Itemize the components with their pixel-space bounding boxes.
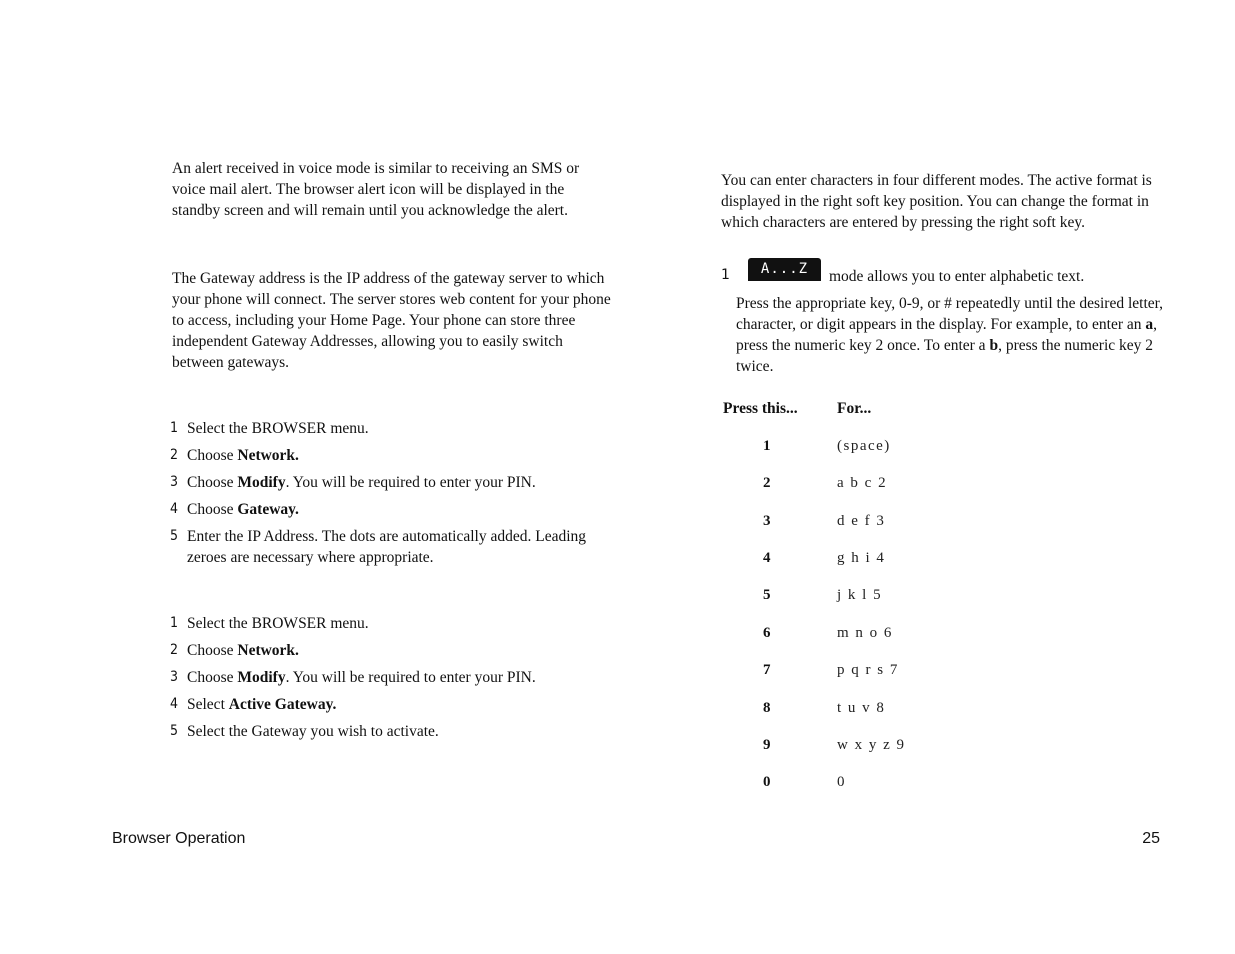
step-emphasis: Network. (237, 642, 299, 659)
step-item (170, 418, 610, 439)
alert-paragraph: An alert received in voice mode is similar to receiving an SMS or voice mail alert. The browser alert icon will be displayed in the standby screen and will remain until you acknowledge the alert. (172, 160, 580, 219)
key-label: 0 (763, 774, 771, 790)
alpha-mode-badge: A...Z (748, 258, 821, 280)
step-text: Select (187, 696, 229, 713)
key-label: 7 (763, 662, 771, 678)
key-characters: w x y z 9 (837, 737, 906, 753)
step-text-end: menu. (326, 615, 369, 632)
key-characters: j k l 5 (837, 587, 883, 603)
step-number: 3 (170, 474, 179, 490)
set-gateway-steps (170, 418, 610, 574)
step-number: 4 (170, 501, 179, 517)
table-row (723, 584, 943, 606)
step-text: Select the (187, 420, 252, 437)
key-characters: a b c 2 (837, 475, 888, 491)
key-characters: g h i 4 (837, 550, 886, 566)
step-emphasis: BROWSER (251, 420, 327, 437)
table-header-for: For... (837, 400, 872, 417)
gateway-paragraph: The Gateway address is the IP address of the gateway server to which your phone will connect. The server stores web content for your phone to access, including your Home Page. Your phone can store three independent Gateway Addresses, allowing you to easily switch between gateways. (172, 270, 611, 371)
step-item (170, 472, 610, 493)
key-characters: p q r s 7 (837, 662, 899, 678)
table-row (723, 659, 943, 681)
key-label: 4 (763, 550, 771, 566)
step-text: Select the (187, 615, 252, 632)
key-label: 9 (763, 737, 771, 753)
table-row (723, 697, 943, 719)
step-number: 5 (170, 528, 179, 544)
step-number: 5 (170, 723, 179, 739)
key-characters: d e f 3 (837, 513, 886, 529)
detail-text: , press the numeric key 2 twice. (736, 337, 1154, 375)
step-item (170, 526, 610, 568)
table-header-press: Press this... (723, 400, 798, 417)
mode-description: mode allows you to enter alphabetic text. (829, 268, 1085, 285)
key-label: 5 (763, 587, 771, 603)
step-item (170, 613, 610, 634)
step-text-end: . You will be required to enter your PIN. (285, 474, 536, 491)
step-text: Enter the IP Address. The dots are automatically added. Leading zeroes are necessary where appropriate. (187, 528, 587, 566)
table-row (723, 547, 943, 569)
step-emphasis: Active Gateway. (228, 696, 337, 713)
step-text: Choose (187, 474, 238, 491)
key-label: 6 (763, 625, 771, 641)
detail-text: , press the numeric key 2 once. To enter a (736, 316, 1158, 354)
step-item (170, 721, 610, 742)
step-text: Choose (187, 501, 238, 518)
key-label: 2 (763, 475, 771, 491)
table-row (723, 771, 943, 793)
step-text: Choose (187, 447, 238, 464)
step-emphasis: Network. (237, 447, 299, 464)
step-text: Choose (187, 669, 238, 686)
key-label: 1 (763, 438, 771, 454)
key-characters: (space) (837, 438, 891, 454)
step-text: Choose (187, 642, 238, 659)
step-item (170, 445, 610, 466)
step-text: Select the Gateway you wish to activate. (187, 723, 439, 740)
footer-section-title: Browser Operation (112, 830, 246, 847)
table-row (723, 472, 943, 494)
mode-item-number: 1 (721, 267, 730, 283)
table-row (723, 435, 943, 457)
key-label: 8 (763, 700, 771, 716)
step-emphasis: Modify (237, 474, 286, 491)
mode-detail-paragraph (736, 293, 1166, 377)
step-text-end: menu. (326, 420, 369, 437)
key-label: 3 (763, 513, 771, 529)
key-characters: m n o 6 (837, 625, 893, 641)
table-row (723, 622, 943, 644)
detail-text: Press the appropriate key, 0-9, or # repeatedly until the desired letter, character, or digit appears in the display. For example, to enter an (736, 295, 1164, 333)
step-emphasis: Modify (237, 669, 286, 686)
step-item (170, 694, 610, 715)
key-characters: t u v 8 (837, 700, 886, 716)
detail-letter-a: a (1145, 316, 1154, 333)
step-emphasis: Gateway. (237, 501, 299, 518)
step-number: 4 (170, 696, 179, 712)
step-number: 2 (170, 447, 179, 463)
active-gateway-steps (170, 613, 610, 748)
footer-page-number: 25 (1142, 830, 1160, 847)
key-characters: 0 (837, 774, 846, 790)
step-emphasis: BROWSER (251, 615, 327, 632)
step-item (170, 667, 610, 688)
modes-intro-paragraph: You can enter characters in four different modes. The active format is displayed in the right soft key position. You can change the format in which characters are entered by pressing the right soft key. (721, 172, 1152, 231)
step-number: 1 (170, 615, 179, 631)
step-text-end: . You will be required to enter your PIN. (285, 669, 536, 686)
step-number: 3 (170, 669, 179, 685)
step-number: 1 (170, 420, 179, 436)
table-row (723, 510, 943, 532)
table-row (723, 734, 943, 756)
step-item (170, 640, 610, 661)
step-item (170, 499, 610, 520)
step-number: 2 (170, 642, 179, 658)
detail-letter-b: b (989, 337, 999, 354)
